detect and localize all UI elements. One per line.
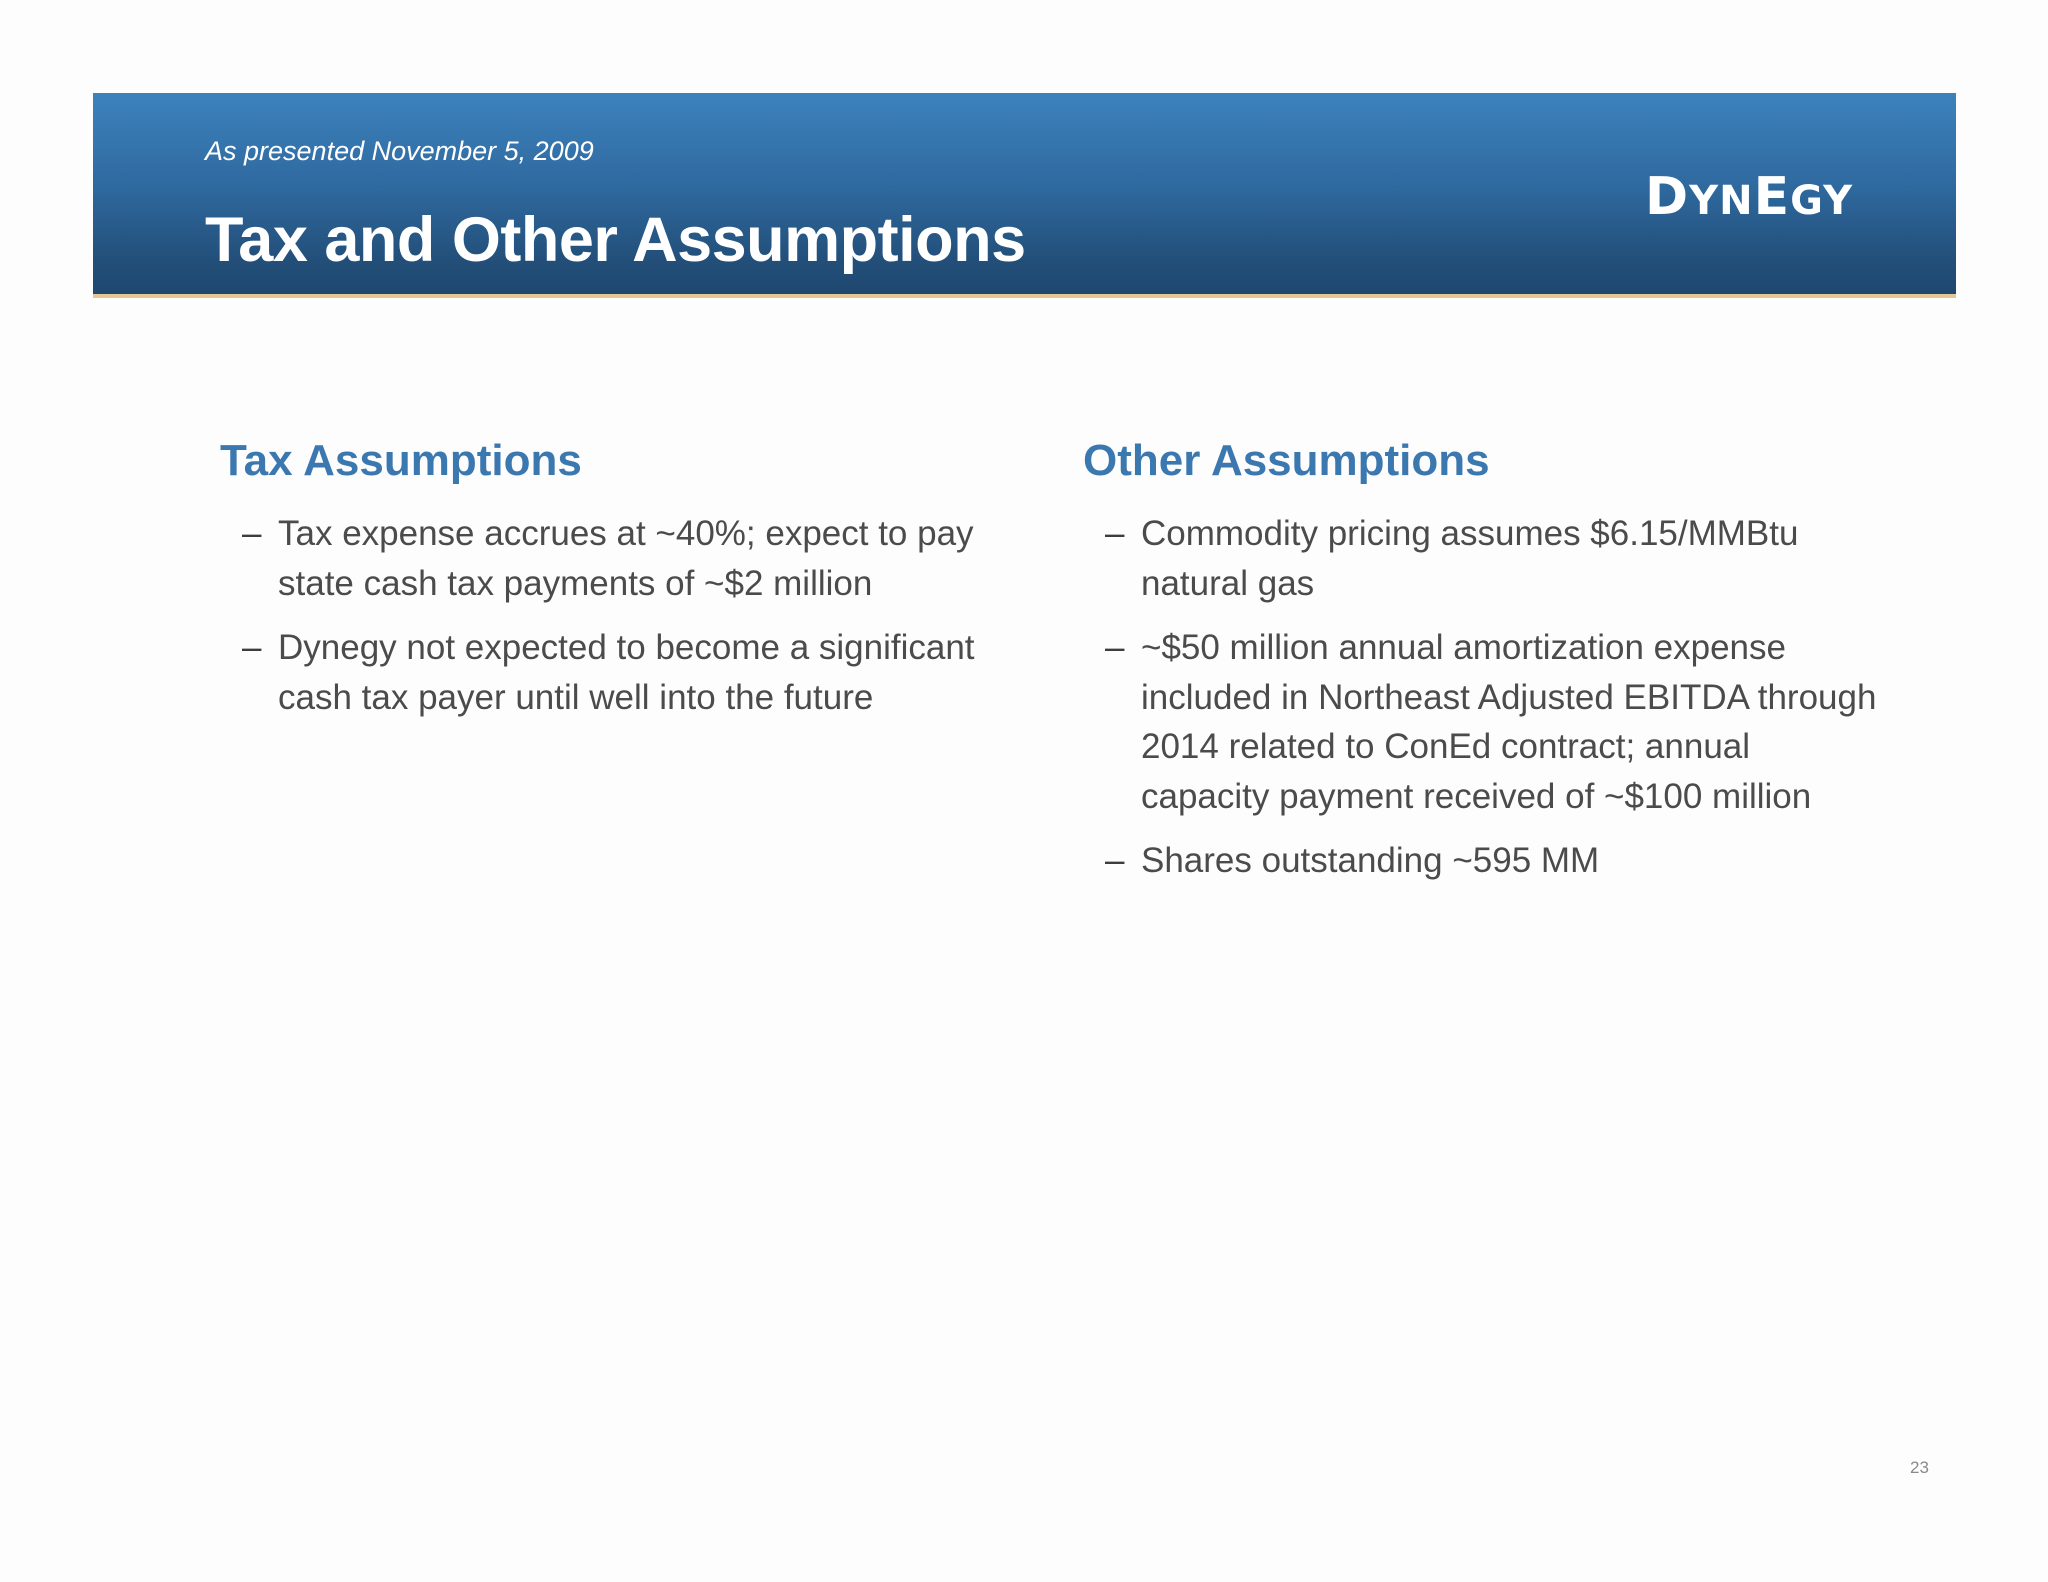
list-item bbox=[1083, 623, 1883, 821]
logo-letter-e: E bbox=[1753, 167, 1791, 227]
bullet-text: Dynegy not expected to become a significant cash tax payer until well into the future bbox=[278, 628, 975, 717]
dash-bullet-icon: – bbox=[242, 628, 262, 667]
tax-assumptions-heading: Tax Assumptions bbox=[220, 436, 582, 485]
dash-bullet-icon: – bbox=[1105, 628, 1125, 667]
header-divider bbox=[93, 294, 1956, 298]
other-assumptions-heading: Other Assumptions bbox=[1083, 436, 1490, 485]
list-item bbox=[1083, 509, 1883, 608]
other-assumptions-list bbox=[1083, 509, 1883, 886]
bullet-text: Tax expense accrues at ~40%; expect to pay state cash tax payments of ~$2 million bbox=[278, 514, 974, 603]
logo-letters-gy: GY bbox=[1790, 178, 1854, 224]
tax-assumptions-section bbox=[220, 432, 1020, 737]
dash-bullet-icon: – bbox=[1105, 841, 1125, 880]
presentation-date: As presented November 5, 2009 bbox=[205, 136, 594, 166]
bullet-text: Commodity pricing assumes $6.15/MMBtu natural gas bbox=[1141, 514, 1799, 603]
bullet-text: Shares outstanding ~595 MM bbox=[1141, 841, 1600, 880]
list-item bbox=[220, 623, 1020, 722]
other-assumptions-section bbox=[1083, 432, 1883, 901]
dynegy-logo bbox=[1645, 167, 1854, 227]
logo-letters-yn: YN bbox=[1689, 178, 1754, 224]
list-item bbox=[220, 509, 1020, 608]
slide-title: Tax and Other Assumptions bbox=[205, 205, 1026, 275]
list-item bbox=[1083, 836, 1883, 886]
page-number: 23 bbox=[1910, 1458, 1929, 1477]
bullet-text: ~$50 million annual amortization expense included in Northeast Adjusted EBITDA through 2014 related to ConEd contract; annual capacity payment received of ~$100 million bbox=[1141, 628, 1877, 816]
tax-assumptions-list bbox=[220, 509, 1020, 722]
dash-bullet-icon: – bbox=[242, 514, 262, 553]
dash-bullet-icon: – bbox=[1105, 514, 1125, 553]
logo-letter-d: D bbox=[1645, 167, 1690, 227]
